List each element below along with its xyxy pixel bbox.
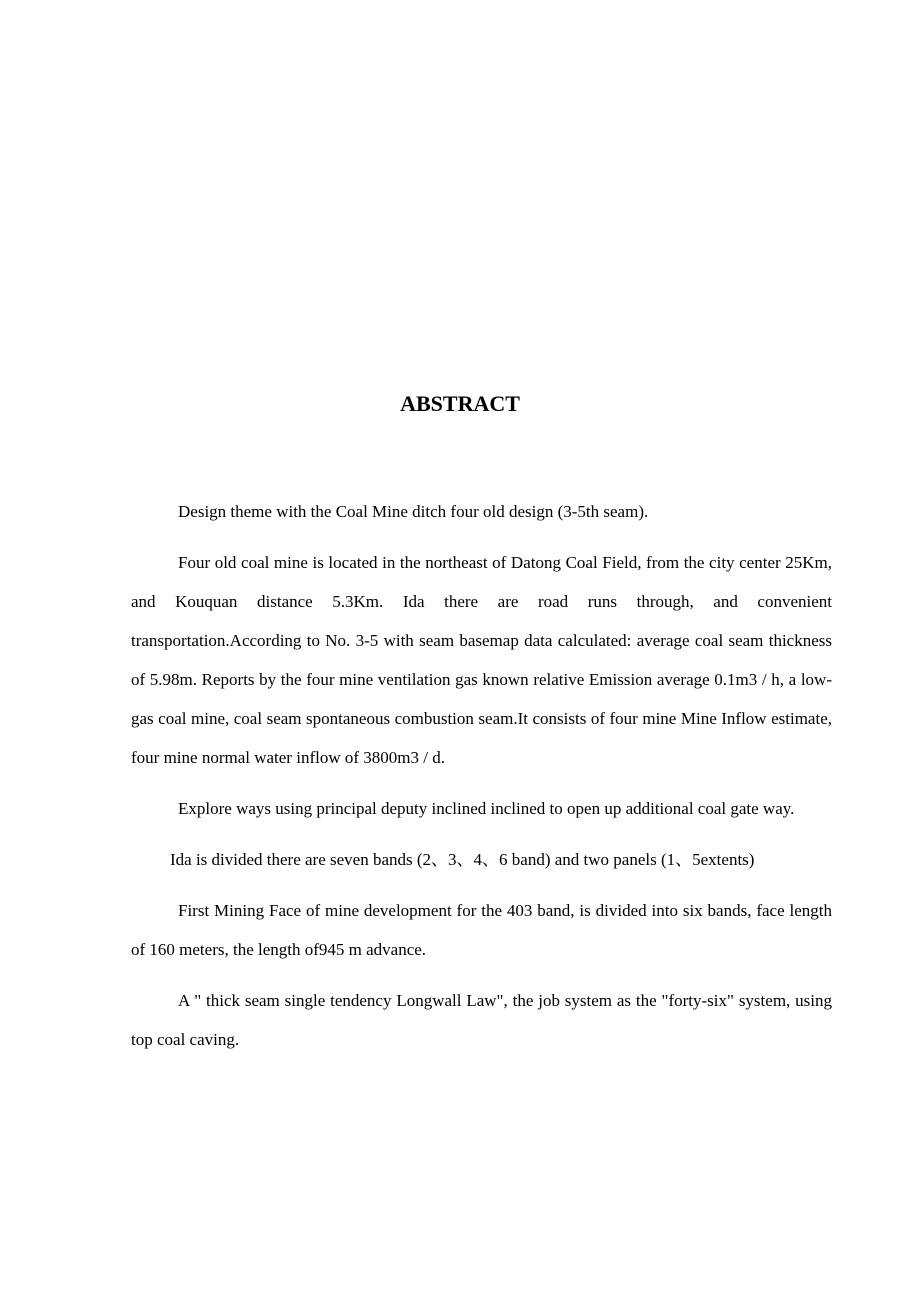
abstract-paragraph-4: Ida is divided there are seven bands (2、3、4、6 band) and two panels (1、5extents) [170,850,755,869]
abstract-paragraph-2: Four old coal mine is located in the northeast of Datong Coal Field, from the city center 25Km, and Kouquan distance 5.3Km. Ida there are road runs through, and convenient transportation.According to No. 3-5 with seam basemap data calculated: average coal seam thickness of 5.98m. Reports by the four mine ventilation gas known relative Emission average 0.1m3 / h, a low-gas coal mine, coal seam spontaneous combustion seam.It consists of four mine Mine Inflow estimate, four mine normal water inflow of 3800m3 / d. [131,553,832,767]
abstract-paragraph-1: Design theme with the Coal Mine ditch four old design (3-5th seam). [178,502,649,521]
abstract-paragraph-6: A " thick seam single tendency Longwall Law", the job system as the "forty-six" system, using top coal caving. [131,991,832,1049]
abstract-paragraph-5: First Mining Face of mine development for the 403 band, is divided into six bands, face length of 160 meters, the length of945 m advance. [131,901,832,959]
abstract-body [131,492,832,1059]
abstract-paragraph-3: Explore ways using principal deputy inclined inclined to open up additional coal gate way. [178,799,795,818]
abstract-title: ABSTRACT [400,391,520,416]
